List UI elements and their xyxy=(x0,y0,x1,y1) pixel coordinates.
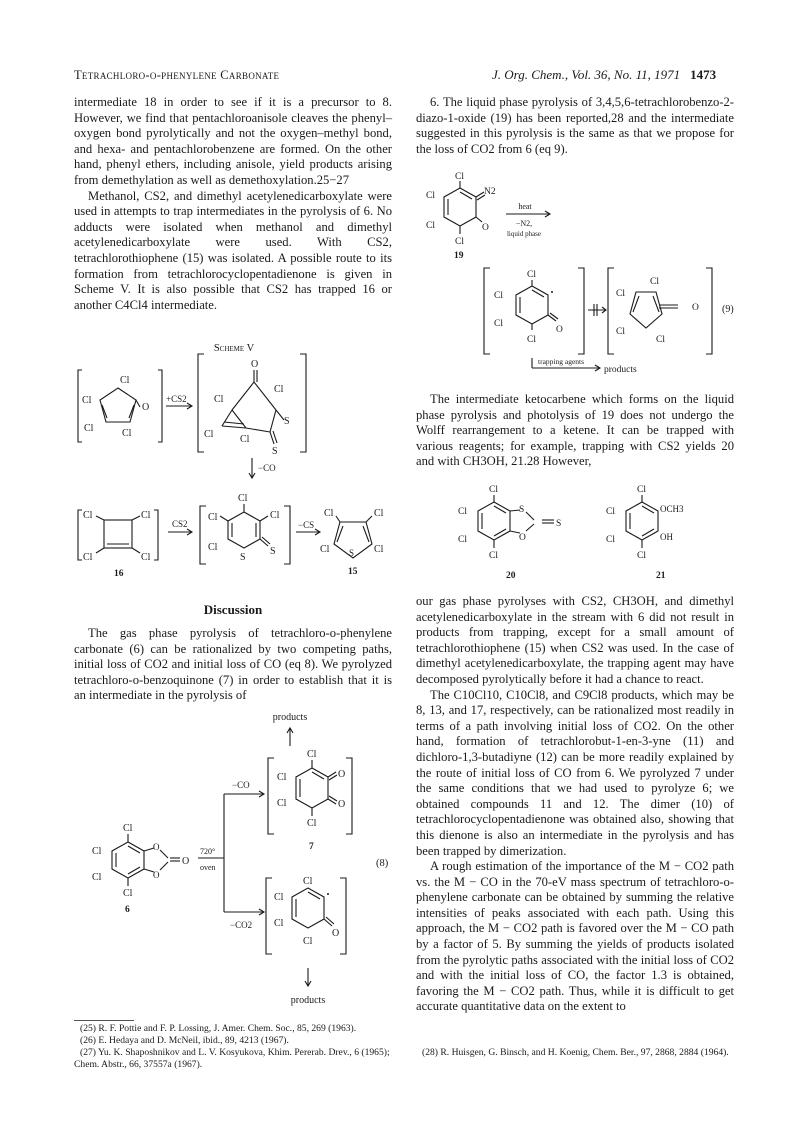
svg-text:720°: 720° xyxy=(200,847,216,856)
svg-text:heat: heat xyxy=(518,202,532,211)
svg-text:S: S xyxy=(240,552,246,563)
svg-text:O: O xyxy=(519,533,526,543)
compound-16-structure xyxy=(78,510,158,579)
svg-text:Cl: Cl xyxy=(426,221,435,231)
svg-text:Cl: Cl xyxy=(141,510,151,521)
cyclopentadienone-structure xyxy=(78,370,162,442)
svg-text:+CS2: +CS2 xyxy=(166,394,187,404)
compound-label-7: 7 xyxy=(309,842,314,852)
svg-text:Cl: Cl xyxy=(240,434,250,445)
equation-number: (9) xyxy=(722,304,734,315)
svg-text:S: S xyxy=(349,548,355,558)
svg-text:Cl: Cl xyxy=(120,375,130,386)
svg-text:products: products xyxy=(272,712,308,723)
svg-text:Cl: Cl xyxy=(238,493,248,504)
svg-text:Cl: Cl xyxy=(320,544,330,555)
compound-21-structure xyxy=(606,485,684,581)
svg-text:Cl: Cl xyxy=(489,485,498,495)
svg-text:liquid phase: liquid phase xyxy=(506,230,542,238)
svg-text:Cl: Cl xyxy=(527,335,536,345)
svg-text:O: O xyxy=(338,799,346,810)
svg-text:O: O xyxy=(153,842,160,852)
equation-8-diagram xyxy=(74,706,394,1012)
journal-name: J. Org. Chem., Vol. 36, No. 11, 1971 xyxy=(492,67,681,82)
ketocarbene-19-structure xyxy=(484,268,584,354)
svg-text:Cl: Cl xyxy=(208,542,218,553)
structures-20-21 xyxy=(416,480,736,585)
svg-text:Cl: Cl xyxy=(455,237,464,247)
svg-text:O: O xyxy=(142,402,150,413)
scheme-title: Scheme V xyxy=(213,343,255,354)
svg-text:OCH3: OCH3 xyxy=(660,504,684,514)
page-number: 1473 xyxy=(690,67,717,82)
svg-text:Cl: Cl xyxy=(123,888,133,899)
compound-6-structure xyxy=(92,823,189,915)
journal-citation xyxy=(492,67,716,83)
svg-text:products: products xyxy=(604,365,637,375)
svg-text:Cl: Cl xyxy=(606,507,615,517)
paragraph: A rough estimation of the importance of the M − CO2 path vs. the M − CO in the 70-eV mass spectrum of tetrachloro-o-phenylene carbonate can be obtained by summing the relative intensities of peaks associated with each path. Using this approach, the M − CO2 path is favored over the M − CO path by a factor of 5. By summing the yields of products isolated from the pyrolytic paths associated with the initial loss of CO2 and with the initial loss of CO, the factor 1.3 is obtained, favoring the M − CO2 path. Thus, while it is difficult to get accurate quantitative data on the extent to xyxy=(416,859,734,1014)
equation-number: (8) xyxy=(376,858,389,869)
compound-label-15: 15 xyxy=(348,567,358,577)
svg-text:Cl: Cl xyxy=(303,936,313,947)
right-column-top xyxy=(416,95,734,157)
svg-text:Cl: Cl xyxy=(214,394,224,405)
paragraph: The C10Cl10, C10Cl8, and C9Cl8 products, which may be 8, 13, and 17, respectively, can be rationalized most readily in terms of a path involving initial loss of CO2. On the other hand, formation of tetrachlorobut-1-en-3-yne (11) and dichloro-1,3-butadiyne (12) can be more readily explained by the route of initial loss of CO from 6. We pyrolyzed 7 under the same conditions that we had used to pyrolyze 6; we obtained compounds 11 and 12. The dimer (10) of tetrachlorocyclopentadienone was obtained also, showing that this dienone is also an intermediate in the pyrolysis and has been trapped by dimerization. xyxy=(416,687,734,858)
svg-text:S: S xyxy=(270,546,276,557)
compound-label-6: 6 xyxy=(125,905,130,915)
left-footnotes xyxy=(74,1023,396,1071)
compound-label-20: 20 xyxy=(506,571,516,581)
svg-text:−N2,: −N2, xyxy=(515,219,533,228)
paragraph: The intermediate ketocarbene which forms on the liquid phase pyrolysis and photolysis of 19 does not undergo the Wolff rearrangement to a ketene. It can be trapped with various reagents; for example, trapping with CS2 yields 20 and with CH3OH, 21.28 However, xyxy=(416,392,734,469)
svg-text:O: O xyxy=(182,856,190,867)
svg-text:Cl: Cl xyxy=(208,512,218,523)
svg-text:Cl: Cl xyxy=(374,544,384,555)
svg-text:−CO: −CO xyxy=(258,463,276,473)
running-title: Tetrachloro-o-phenylene Carbonate xyxy=(74,68,280,82)
svg-text:O: O xyxy=(556,325,563,335)
compound-7-structure xyxy=(268,749,352,852)
svg-text:Cl: Cl xyxy=(489,551,498,561)
footnote-rule xyxy=(74,1020,134,1021)
svg-text:Cl: Cl xyxy=(274,384,284,395)
svg-text:Cl: Cl xyxy=(527,270,536,280)
svg-text:Cl: Cl xyxy=(122,428,132,439)
svg-text:Cl: Cl xyxy=(494,291,503,301)
ketocarbene-structure xyxy=(266,876,346,954)
discussion-text xyxy=(74,626,392,704)
right-footnote xyxy=(416,1047,734,1059)
svg-text:Cl: Cl xyxy=(458,507,467,517)
footnote: (28) R. Huisgen, G. Binsch, and H. Koenig, Chem. Ber., 97, 2868, 2884 (1964). xyxy=(422,1047,729,1058)
thiopyran-structure xyxy=(200,493,290,564)
svg-text:OH: OH xyxy=(660,532,673,542)
svg-text:Cl: Cl xyxy=(637,485,646,495)
svg-text:Cl: Cl xyxy=(458,535,467,545)
svg-text:oven: oven xyxy=(200,863,216,872)
ketene-structure xyxy=(608,268,712,354)
svg-text:Cl: Cl xyxy=(616,327,625,337)
svg-text:Cl: Cl xyxy=(303,876,313,887)
svg-text:Cl: Cl xyxy=(270,510,280,521)
compound-label-19: 19 xyxy=(454,251,464,261)
compound-20-structure xyxy=(458,485,561,581)
svg-text:Cl: Cl xyxy=(307,749,317,760)
svg-text:O: O xyxy=(153,870,160,880)
compound-label-21: 21 xyxy=(656,571,666,581)
svg-text:trapping agents: trapping agents xyxy=(538,357,585,366)
svg-text:Cl: Cl xyxy=(92,872,102,883)
svg-text:O: O xyxy=(692,303,699,313)
svg-text:Cl: Cl xyxy=(426,191,435,201)
svg-text:Cl: Cl xyxy=(141,552,151,563)
svg-text:Cl: Cl xyxy=(82,395,92,406)
svg-text:Cl: Cl xyxy=(274,918,284,929)
footnote: (25) R. F. Pottie and F. P. Lossing, J. Amer. Chem. Soc., 85, 269 (1963). xyxy=(80,1023,357,1034)
svg-text:O: O xyxy=(332,928,340,939)
bicyclic-adduct-structure xyxy=(198,354,306,457)
svg-text:S: S xyxy=(284,416,290,427)
paragraph: intermediate 18 in order to see if it is a precursor to 8. However, we find that pentachloroanisole cleaves the phenyl–oxygen bond pyrolytically and not the oxygen–methyl bond, and hexa- and pentachlorobenzene are formed. On the other hand, phenyl ethers, including anisole, yield products arising from demethylation as well as demethoxylation.25−27 xyxy=(74,95,392,187)
svg-text:−CS: −CS xyxy=(298,520,315,530)
svg-text:−CO2: −CO2 xyxy=(230,920,253,930)
svg-text:CS2: CS2 xyxy=(172,519,188,529)
svg-text:Cl: Cl xyxy=(83,552,93,563)
footnote: (27) Yu. K. Shaposhnikov and L. V. Kosyukova, Khim. Pererab. Drev., 6 (1965); Chem. Abstr., 66, 37557a (1967). xyxy=(74,1047,390,1070)
paragraph: 6. The liquid phase pyrolysis of 3,4,5,6-tetrachlorobenzo-2-diazo-1-oxide (19) has been reported,28 and the intermediate suggested in this pyrolysis is the same as that we propose for the loss of CO2 from 6 (eq 9). xyxy=(416,95,734,156)
svg-text:Cl: Cl xyxy=(84,423,94,434)
svg-text:Cl: Cl xyxy=(494,319,503,329)
svg-text:Cl: Cl xyxy=(274,892,284,903)
section-heading: Discussion xyxy=(203,602,263,617)
svg-text:Cl: Cl xyxy=(307,818,317,829)
svg-text:Cl: Cl xyxy=(277,798,287,809)
equation-9-diagram xyxy=(416,172,746,382)
paragraph: our gas phase pyrolyses with CS2, CH3OH, and dimethyl acetylenedicarboxylate in the stream with 6 did not result in products from trapping, except for a small amount of tetrachlorothiophene (15) when CS2 was used. In the case of dimethyl acetylenedicarboxylate, the trapping agent may have decomposed pyrolytically before it had a chance to react. xyxy=(416,594,734,686)
right-column-mid xyxy=(416,392,734,470)
compound-15-structure xyxy=(320,508,384,577)
svg-text:Cl: Cl xyxy=(606,535,615,545)
svg-text:Cl: Cl xyxy=(123,823,133,834)
svg-text:products: products xyxy=(290,995,326,1006)
svg-text:Cl: Cl xyxy=(92,846,102,857)
scheme-v-diagram xyxy=(74,340,394,580)
svg-text:Cl: Cl xyxy=(204,429,214,440)
left-column-top xyxy=(74,95,392,313)
compound-19-structure xyxy=(426,172,496,261)
svg-text:S: S xyxy=(556,519,562,529)
svg-text:O: O xyxy=(251,359,259,370)
svg-text:Cl: Cl xyxy=(650,277,659,287)
svg-text:N2: N2 xyxy=(484,187,496,197)
svg-text:Cl: Cl xyxy=(656,335,665,345)
svg-text:Cl: Cl xyxy=(374,508,384,519)
right-column-bottom xyxy=(416,594,734,1015)
footnote: (26) E. Hedaya and D. McNeil, ibid., 89, 4213 (1967). xyxy=(80,1035,289,1046)
svg-text:Cl: Cl xyxy=(324,508,334,519)
svg-text:Cl: Cl xyxy=(455,172,464,182)
paragraph: Methanol, CS2, and dimethyl acetylenedicarboxylate were used in attempts to trap intermediates in the pyrolysis of 6. No adducts were isolated when methanol and dimethyl acetylenedicarboxylate were used. With CS2, tetrachlorothiophene (15) was isolated. A possible route to its formation from tetrachlorocyclopentadienone is given in Scheme V. It is also possible that CS2 has trapped 16 or another C4Cl4 intermediate. xyxy=(74,188,392,312)
svg-text:Cl: Cl xyxy=(637,551,646,561)
svg-text:O: O xyxy=(338,769,346,780)
compound-label-16: 16 xyxy=(114,569,124,579)
svg-text:Cl: Cl xyxy=(616,289,625,299)
svg-text:Cl: Cl xyxy=(83,510,93,521)
paragraph: The gas phase pyrolysis of tetrachloro-o-phenylene carbonate (6) can be rationalized by two competing paths, initial loss of CO2 and initial loss of CO (eq 8). We pyrolyzed tetrachloro-o-benzoquinone (7) in order to establish that it is an intermediate in the pyrolysis of xyxy=(74,626,392,703)
svg-text:−CO: −CO xyxy=(232,780,250,790)
svg-text:O: O xyxy=(482,223,489,233)
svg-text:S: S xyxy=(272,446,278,457)
svg-text:Cl: Cl xyxy=(277,772,287,783)
svg-text:S: S xyxy=(519,505,525,515)
